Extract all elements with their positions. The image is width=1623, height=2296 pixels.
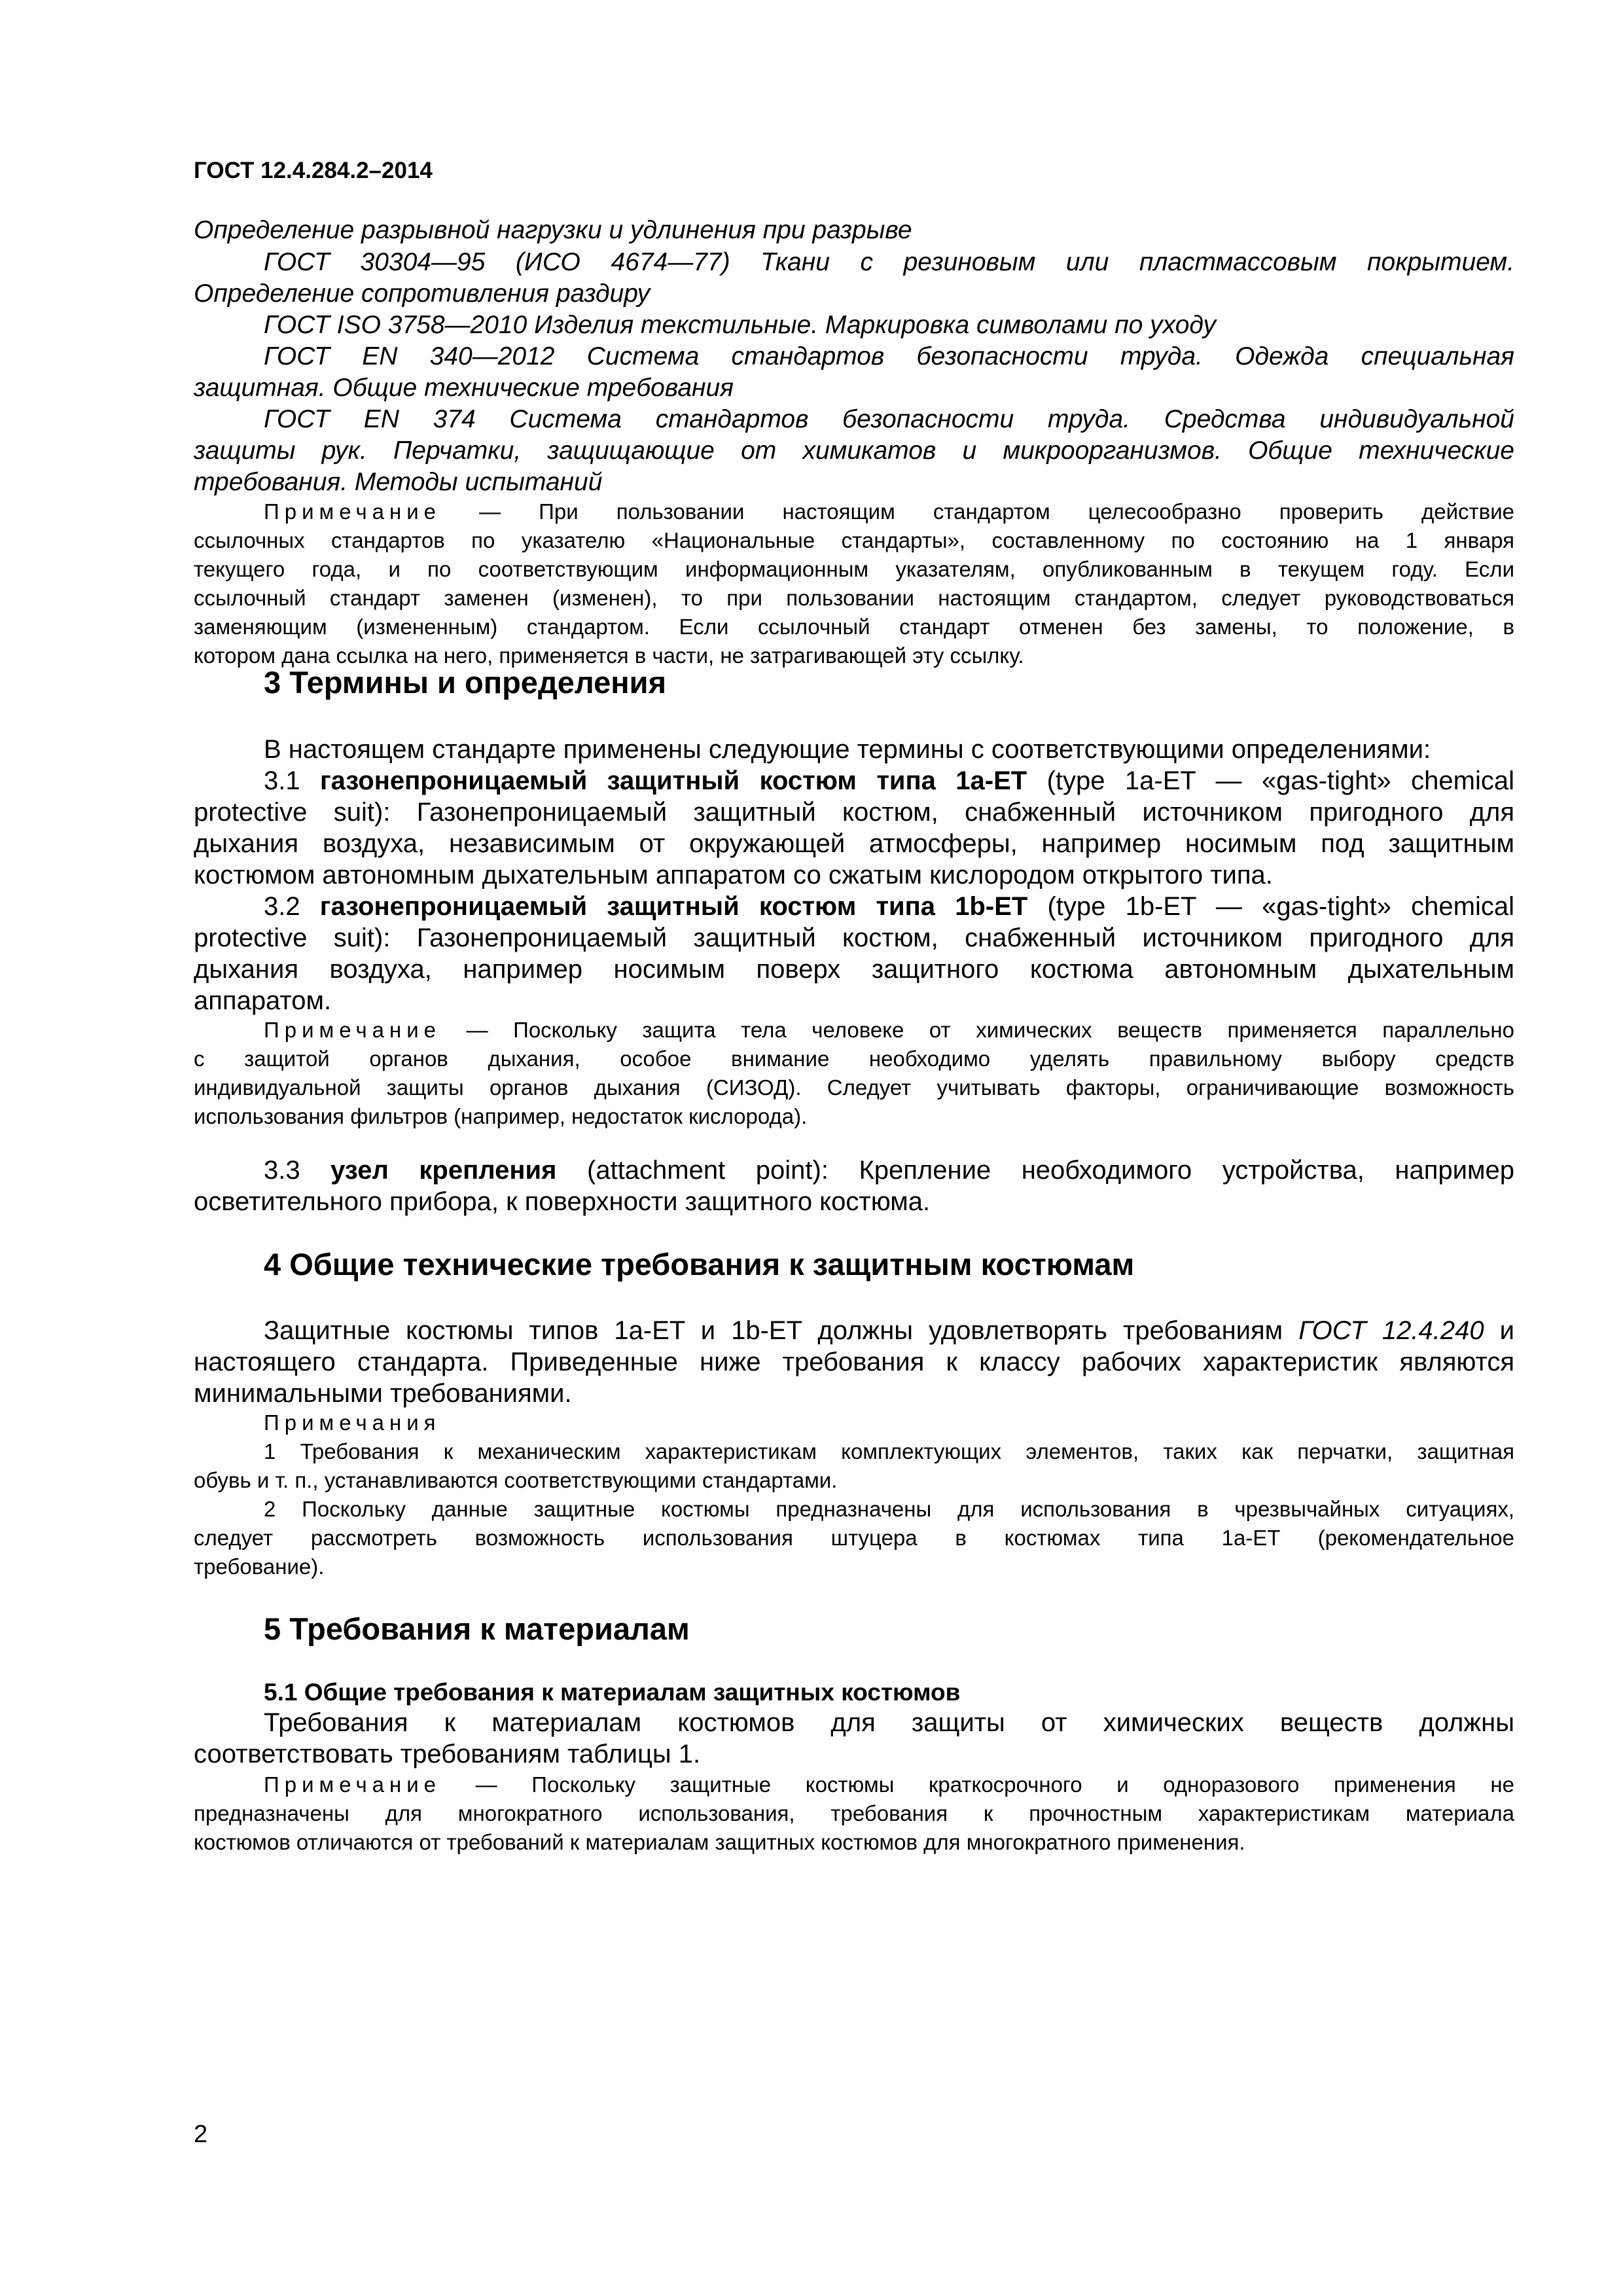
term-3-2	[194, 893, 1514, 920]
section-heading-5: 5 Требования к материалам	[264, 1611, 690, 1646]
term-number: 3.3	[264, 1156, 300, 1185]
section-paragraph	[194, 1318, 1514, 1344]
ref-gost-30304-cont: Определение сопротивления раздиру	[194, 279, 651, 308]
ref-gost-en-340: ГОСТ EN 340—2012 Система стандартов безопасности труда. Одежда специальная	[264, 342, 1514, 370]
note-text: — При пользовании настоящим стандартом целесообразно проверить действие	[479, 499, 1514, 524]
note-text: ссылочный стандарт заменен (изменен), то при пользовании настоящим стандартом, следует руководствоваться	[194, 586, 1514, 610]
term-english: (attachment point): Крепление необходимого устройства, например	[587, 1156, 1514, 1185]
section-heading-4: 4 Общие технические требования к защитным костюмам	[264, 1247, 1135, 1282]
note-text: с защитой органов дыхания, особое внимание необходимо уделять правильному выбору средств	[194, 1047, 1514, 1071]
term-number: 3.2	[264, 892, 300, 921]
paragraph-text: настоящего стандарта. Приведенные ниже требования к классу рабочих характеристик являются	[194, 1348, 1514, 1376]
note-text: костюмов отличаются от требований к материалам защитных костюмов для многократного применения.	[194, 1830, 1245, 1854]
note-label: Примечание	[264, 1018, 442, 1042]
note-text: котором дана ссылка на него, применяется в части, не затрагивающей эту ссылку.	[194, 643, 1024, 668]
term-number: 3.1	[264, 766, 300, 795]
paragraph-text: минимальными требованиями.	[194, 1379, 572, 1408]
note-text: ссылочных стандартов по указателю «Национальные стандарты», составленному по состоянию на 1 января	[194, 528, 1514, 552]
note-label: Примечание	[264, 499, 442, 524]
note-item-2: 2 Поскольку данные защитные костюмы предназначены для использования в чрезвычайных ситуациях,	[264, 1497, 1514, 1521]
term-definition: protective suit): Газонепроницаемый защитный костюм, снабженный источником пригодного для	[194, 798, 1514, 827]
section-heading-3: 3 Термины и определения	[264, 665, 666, 700]
note-label: Примечание	[264, 1772, 442, 1797]
paragraph-text: Защитные костюмы типов 1a-ET и 1b-ET должны удовлетворять требованиям	[264, 1316, 1283, 1345]
standard-reference: ГОСТ 12.4.240	[1298, 1316, 1484, 1345]
note-text: следует рассмотреть возможность использования штуцера в костюмах типа 1a-ET (рекомендательное	[194, 1526, 1514, 1550]
note-text: заменяющим (измененным) стандартом. Если ссылочный стандарт отменен без замены, то положение, в	[194, 615, 1514, 639]
note-text: индивидуальной защиты органов дыхания (СИЗОД). Следует учитывать факторы, ограничивающие возможность	[194, 1075, 1514, 1100]
term-name: газонепроницаемый защитный костюм типа 1a-ET	[320, 766, 1027, 795]
section-intro: В настоящем стандарте применены следующие термины с соответствующими определениями:	[264, 735, 1431, 764]
term-definition: аппаратом.	[194, 986, 332, 1015]
document-page	[194, 0, 1514, 2296]
ref-gost-en-374: ГОСТ EN 374 Система стандартов безопасности труда. Средства индивидуальной	[264, 405, 1514, 433]
term-definition: осветительного прибора, к поверхности защитного костюма.	[194, 1187, 931, 1216]
term-name: узел крепления	[330, 1156, 557, 1185]
term-definition: дыхания воздуха, независимым от окружающей атмосферы, например носимым под защитным	[194, 829, 1514, 858]
ref-line: Определение разрывной нагрузки и удлинения при разрыве	[194, 216, 912, 244]
term-definition: костюмом автономным дыхательным аппаратом со сжатым кислородом открытого типа.	[194, 861, 1273, 889]
term-definition: protective suit): Газонепроницаемый защитный костюм, снабженный источником пригодного для	[194, 924, 1514, 952]
note-references	[194, 501, 1514, 522]
term-3-3	[194, 1157, 1514, 1183]
ref-gost-30304: ГОСТ 30304—95 (ИСО 4674—77) Ткани с резиновым или пластмассовым покрытием.	[264, 248, 1514, 276]
note-text: обувь и т. п., устанавливаются соответствующими стандартами.	[194, 1468, 838, 1492]
ref-gost-en-374-cont: требования. Методы испытаний	[194, 468, 603, 496]
term-english: (type 1a-ET — «gas-tight» chemical	[1046, 766, 1514, 795]
paragraph-text: соответствовать требованиям таблицы 1.	[194, 1740, 701, 1768]
note-text: — Поскольку защита тела человеке от химических веществ применяется параллельно	[466, 1018, 1514, 1042]
note-text: предназначены для многократного использования, требования к прочностным характеристикам материала	[194, 1801, 1514, 1825]
section-paragraph: Требования к материалам костюмов для защиты от химических веществ должны	[264, 1708, 1514, 1737]
note-item-1: 1 Требования к механическим характеристикам комплектующих элементов, таких как перчатки, защитная	[264, 1439, 1514, 1463]
term-definition: дыхания воздуха, например носимым поверх защитного костюма автономным дыхательным	[194, 955, 1514, 984]
paragraph-text: и	[1499, 1316, 1514, 1345]
document-id: ГОСТ 12.4.284.2–2014	[194, 158, 433, 183]
subsection-heading-5-1: 5.1 Общие требования к материалам защитных костюмов	[264, 1679, 961, 1706]
note-text: — Поскольку защитные костюмы краткосрочного и одноразового применения не	[475, 1772, 1514, 1797]
note-section-3	[194, 1019, 1514, 1041]
note-text: требование).	[194, 1554, 325, 1579]
page-number: 2	[194, 2121, 208, 2148]
note-section-5	[194, 1774, 1514, 1795]
ref-gost-en-340-cont: защитная. Общие технические требования	[194, 374, 734, 402]
note-text: текущего года, и по соответствующим информационным указателям, опубликованным в текущем году. Если	[194, 557, 1514, 581]
term-3-1	[194, 768, 1514, 794]
term-name: газонепроницаемый защитный костюм типа 1b-ET	[319, 892, 1028, 921]
ref-gost-iso-3758: ГОСТ ISO 3758—2010 Изделия текстильные. Маркировка символами по уходу	[264, 311, 1217, 339]
ref-gost-en-374-cont: защиты рук. Перчатки, защищающие от химикатов и микроорганизмов. Общие технические	[194, 437, 1514, 465]
note-text: использования фильтров (например, недостаток кислорода).	[194, 1104, 808, 1128]
notes-label	[194, 1412, 1514, 1433]
term-english: (type 1b-ET — «gas-tight» chemical	[1047, 892, 1514, 921]
note-label: Примечания	[264, 1410, 441, 1435]
